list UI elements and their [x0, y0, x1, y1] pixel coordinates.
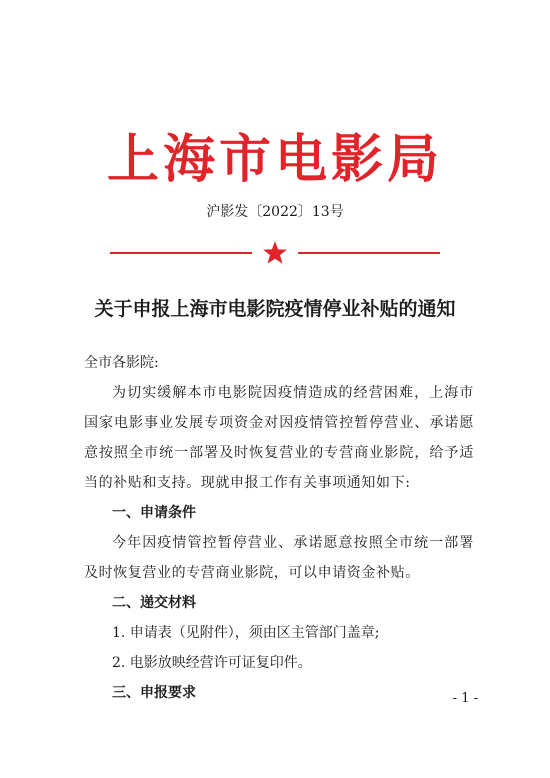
salutation: 全市各影院: [84, 355, 159, 371]
section-heading-materials: 二、递交材料 [112, 595, 196, 611]
page-number: - 1 - [452, 691, 478, 706]
document-number: 沪影发〔2022〕13号 [206, 204, 344, 220]
notice-body [84, 350, 474, 708]
agency-name: 上海市电影局 [106, 130, 443, 190]
section-heading-requirements: 三、申报要求 [112, 685, 196, 701]
separator-line-right [298, 252, 440, 254]
red-separator [110, 252, 440, 254]
list-item: 2. 电影放映经营许可证复印件。 [112, 655, 312, 671]
intro-paragraph: 为切实缓解本市电影院因疫情造成的经营困难，上海市国家电影事业发展专项资金对因疫情管控暂停营业、承诺愿意按照全市统一部署及时恢复营业的专营商业影院，给予适当的补贴和支持。现就申报工作有关事项通知如下: [84, 385, 474, 491]
notice-title: 关于申报上海市电影院疫情停业补贴的通知 [94, 298, 456, 320]
list-item: 1. 申请表（见附件），须由区主管部门盖章; [112, 625, 380, 641]
section-heading-conditions: 一、申请条件 [112, 505, 196, 521]
star-icon [262, 240, 288, 266]
conditions-paragraph: 今年因疫情管控暂停营业、承诺愿意按照全市统一部署及时恢复营业的专营商业影院，可以申请资金补贴。 [84, 535, 474, 581]
separator-line-left [110, 252, 252, 254]
